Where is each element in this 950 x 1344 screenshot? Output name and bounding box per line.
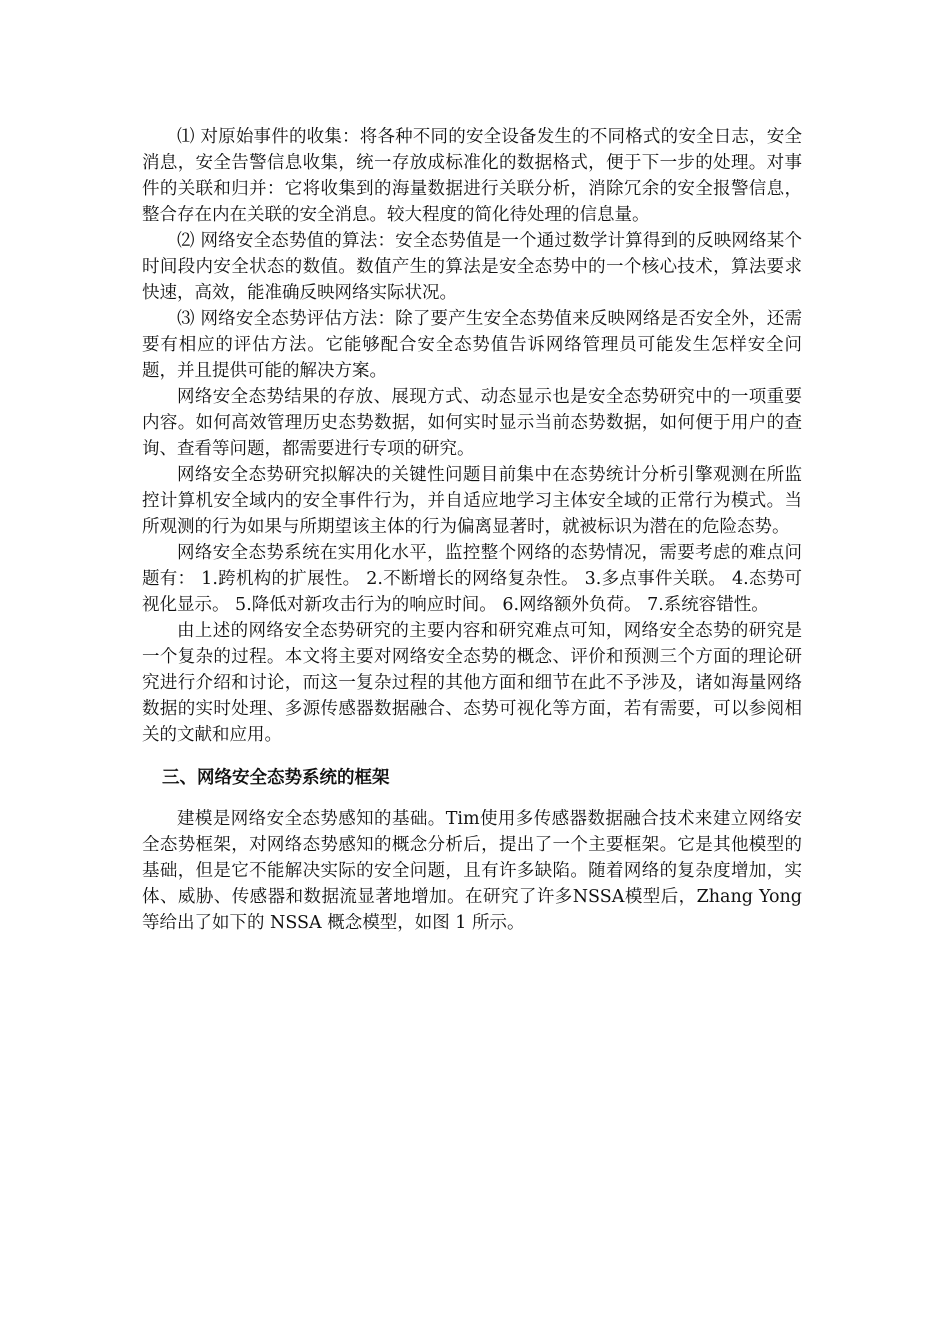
paragraph-situation-value-algorithm xyxy=(142,228,802,306)
paragraph-text: 除了要产生安全态势值来反映网络是否安全外，还需要有相应的评估方法。它能够配合安全态势值告诉网络管理员可能发生怎样安全问题，并且提供可能的解决方案。 xyxy=(142,309,802,381)
paragraph-lead: ⑵ 网络安全态势值的算法： xyxy=(177,231,396,251)
paragraph-text: 网络安全态势研究拟解决的关键性问题目前集中在态势统计分析引擎观测在所监控计算机安全域内的安全事件行为，并自适应地学习主体安全域的正常行为模式。当所观测的行为如果与所期望该主体的行为偏离显著时，就被标识为潜在的危险态势。 xyxy=(142,465,802,537)
paragraph-event-collection xyxy=(142,124,802,228)
paragraph-lead: ⑴ 对原始事件的收集： xyxy=(177,127,360,147)
document-body xyxy=(142,124,802,936)
paragraph-text: 网络安全态势结果的存放、展现方式、动态显示也是安全态势研究中的一项重要内容。如何高效管理历史态势数据，如何实时显示当前态势数据，如何便于用户的查询、查看等问题，都需要进行专项的研究。 xyxy=(142,387,802,459)
paragraph-difficulties xyxy=(142,540,802,618)
section-heading: 三、网络安全态势系统的框架 xyxy=(162,768,390,788)
paragraph-text: 网络安全态势系统在实用化水平，监控整个网络的态势情况，需要考虑的难点问题有： 1.跨机构的扩展性。 2.不断增长的网络复杂性。 3.多点事件关联。 4.态势可视化显示。 5.降低对新攻击行为的响应时间。 6.网络额外负荷。 7.系统容错性。 xyxy=(142,543,802,615)
paragraph-assessment-method xyxy=(142,306,802,384)
paragraph-text: 安全态势值是一个通过数学计算得到的反映网络某个时间段内安全状态的数值。数值产生的算法是安全态势中的一个核心技术，算法要求快速，高效，能准确反映网络实际状况。 xyxy=(142,231,802,303)
paragraph-text: 由上述的网络安全态势研究的主要内容和研究难点可知，网络安全态势的研究是一个复杂的过程。本文将主要对网络安全态势的概念、评价和预测三个方面的理论研究进行介绍和讨论，而这一复杂过程的其他方面和细节在此不予涉及，诸如海量网络数据的实时处理、多源传感器数据融合、态势可视化等方面，若有需要，可以参阅相关的文献和应用。 xyxy=(142,621,802,745)
paragraph-key-problems xyxy=(142,462,802,540)
paragraph-result-storage xyxy=(142,384,802,462)
paragraph-text: 将各种不同的安全设备发生的不同格式的安全日志，安全消息，安全告警信息收集，统一存放成标准化的数据格式，便于下一步的处理。对事件的关联和归并：它将收集到的海量数据进行关联分析，消除冗余的安全报警信息，整合存在内在关联的安全消息。较大程度的简化待处理的信息量。 xyxy=(142,127,803,225)
paragraph-text: 建模是网络安全态势感知的基础。Tim使用多传感器数据融合技术来建立网络安全态势框架，对网络态势感知的概念分析后，提出了一个主要框架。它是其他模型的基础，但是它不能解决实际的安全问题，且有许多缺陷。随着网络的复杂度增加，实体、威胁、传感器和数据流显著地增加。在研究了许多NSSA模型后，Zhang Yong 等给出了如下的 NSSA 概念模型，如图 1 所示。 xyxy=(142,809,802,933)
paragraph-summary xyxy=(142,618,802,748)
paragraph-lead: ⑶ 网络安全态势评估方法： xyxy=(177,309,396,329)
paragraph-framework xyxy=(142,806,802,936)
